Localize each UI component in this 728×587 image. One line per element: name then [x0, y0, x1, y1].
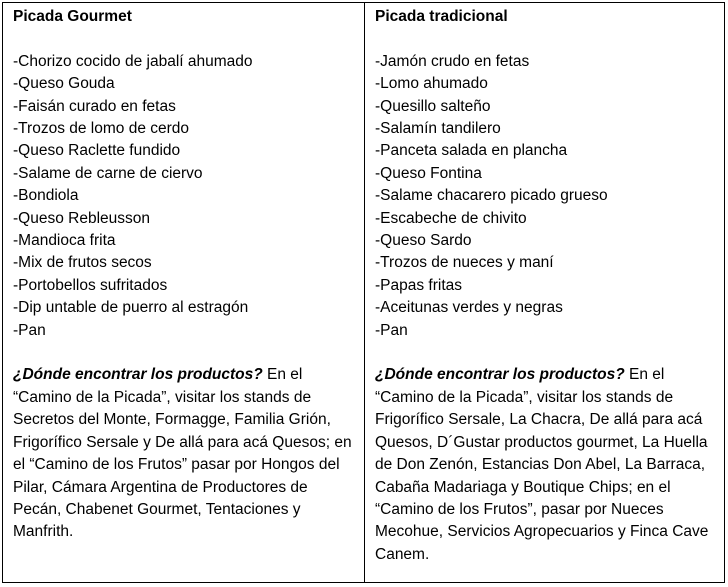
- list-item: -Queso Gouda: [13, 75, 115, 93]
- list-item: -Dip untable de puerro al estragón: [13, 299, 249, 317]
- list-item: -Trozos de lomo de cerdo: [13, 120, 190, 138]
- list-item: -Panceta salada en plancha: [375, 142, 568, 160]
- spacer: [13, 342, 358, 364]
- list-item: -Escabeche de chivito: [375, 209, 527, 227]
- column-picada-tradicional: [365, 3, 724, 582]
- list-item: -Portobellos sufritados: [13, 276, 168, 294]
- list-item: -Jamón crudo en fetas: [375, 52, 530, 70]
- list-item: -Faisán curado en fetas: [13, 97, 176, 115]
- list-item: -Queso Fontina: [375, 164, 482, 182]
- list-item: -Mix de frutos secos: [13, 254, 152, 272]
- list-item: -Salamín tandilero: [375, 120, 501, 138]
- list-item: -Pan: [375, 321, 408, 339]
- list-item: -Queso Sardo: [375, 232, 472, 250]
- list-item: -Salame de carne de ciervo: [13, 164, 203, 182]
- list-item: -Chorizo cocido de jabalí ahumado: [13, 52, 253, 70]
- list-item: -Queso Rebleusson: [13, 209, 150, 227]
- list-item: -Quesillo salteño: [375, 97, 491, 115]
- item-list: [13, 51, 358, 342]
- where-text: En el “Camino de la Picada”, visitar los stands de Secretos del Monte, Formagge, Familia Grión, Frigorífico Sersale y De allá para acá Quesos; en el “Camino de los Frutos” pasar por Hongos del Pilar, Cámara Argentina de Productores de Pecán, Chabenet Gourmet, Tentaciones y Manfrith.: [13, 366, 352, 541]
- where-question: ¿Dónde encontrar los productos?: [13, 366, 263, 384]
- list-item: -Mandioca frita: [13, 232, 116, 250]
- list-item: -Lomo ahumado: [375, 75, 488, 93]
- list-item: -Aceitunas verdes y negras: [375, 299, 563, 317]
- list-item: -Trozos de nueces y maní: [375, 254, 554, 272]
- column-title: Picada tradicional: [375, 8, 508, 25]
- where-to-find-paragraph: [375, 364, 718, 566]
- where-text: En el “Camino de la Picada”, visitar los stands de Frigorífico Sersale, La Chacra, De allá para acá Quesos, D´Gustar productos gourmet, La Huella de Don Zenón, Estancias Don Abel, La Barraca, Cabaña Madariaga y Boutique Chips; en el “Camino de los Frutos”, pasar por Nueces Mecohue, Servicios Agropecuarios y Finca Cave Canem.: [375, 366, 709, 563]
- column-title: Picada Gourmet: [13, 8, 132, 25]
- where-to-find-paragraph: [13, 364, 358, 543]
- list-item: -Bondiola: [13, 187, 79, 205]
- picada-table: [2, 2, 725, 583]
- where-question: ¿Dónde encontrar los productos?: [375, 366, 625, 384]
- list-item: -Salame chacarero picado grueso: [375, 187, 608, 205]
- list-item: -Pan: [13, 321, 46, 339]
- column-picada-gourmet: [3, 3, 365, 582]
- spacer: [375, 28, 718, 50]
- list-item: -Papas fritas: [375, 276, 463, 294]
- list-item: -Queso Raclette fundido: [13, 142, 181, 160]
- spacer: [13, 28, 358, 50]
- spacer: [375, 342, 718, 364]
- item-list: [375, 51, 718, 342]
